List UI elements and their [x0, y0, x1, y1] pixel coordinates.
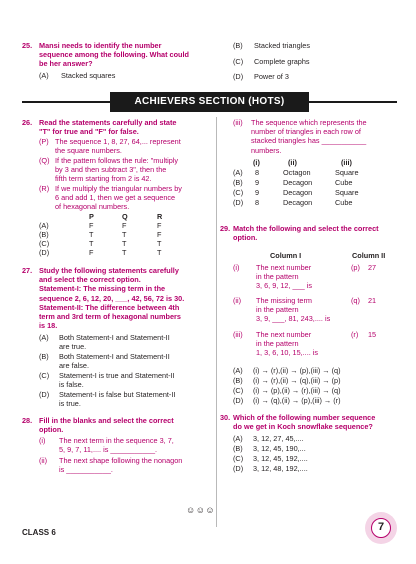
option-text: Stacked triangles	[254, 41, 310, 50]
option-d[interactable]	[233, 198, 353, 207]
option-b[interactable]	[233, 178, 353, 187]
column-divider	[216, 117, 217, 527]
option-c[interactable]	[39, 239, 209, 248]
row-text: in the pattern	[256, 305, 299, 315]
statement-label: (P)	[39, 137, 49, 146]
option-text: are false.	[59, 361, 90, 371]
option-text: 3, 12, 45, 192,....	[253, 454, 308, 463]
statement-line: If the pattern follows the rule: "multiply	[55, 156, 179, 165]
option-c[interactable]	[233, 386, 341, 395]
statement-line: of hexagonal numbers.	[55, 202, 130, 212]
question-text-line: Match the following and select the correct	[233, 224, 379, 233]
item-text: is ___________.	[59, 465, 113, 475]
row-match-label: (r)	[351, 330, 359, 339]
option-value: F	[89, 221, 94, 230]
option-text: 3, 12, 48, 192,....	[253, 464, 308, 473]
option-a[interactable]	[233, 434, 304, 443]
option-value: T	[157, 248, 162, 257]
header-r: R	[157, 212, 163, 221]
question-number: 29.	[220, 224, 231, 233]
option-label: (C)	[233, 454, 244, 463]
row-label: (ii)	[233, 296, 242, 305]
option-value: Cube	[335, 198, 353, 207]
option-label: (A)	[233, 434, 243, 443]
option-d[interactable]	[233, 72, 289, 81]
option-value: T	[122, 248, 127, 257]
row-text: 3, 6, 9, 12, ___ is	[256, 281, 312, 291]
row-text: in the pattern	[256, 339, 299, 349]
options	[39, 333, 214, 409]
statement-line: 6 and add 1, then we get a sequence	[55, 193, 176, 203]
option-c[interactable]	[233, 188, 359, 197]
statement-p	[39, 137, 214, 156]
items	[39, 436, 214, 476]
statement-1-label: Statement-I:	[39, 284, 82, 294]
statement-line: the square numbers.	[55, 146, 122, 156]
item-text: 5, 9, 7, 11,.... is ___________.	[59, 445, 158, 455]
row-match-label: (q)	[351, 296, 360, 305]
header-q: Q	[122, 212, 128, 221]
row-match-label: (p)	[351, 263, 360, 272]
option-value: 9	[255, 178, 260, 187]
header-p: P	[89, 212, 94, 221]
statement-line: The sequence 1, 8, 27, 64,... represent	[55, 137, 181, 146]
header-i: (i)	[253, 158, 260, 167]
statement-2-line: The difference between 4th	[83, 302, 180, 312]
option-value: 8	[255, 198, 260, 207]
option-text: is true.	[59, 399, 81, 409]
smiley-icons: ☺☺☺	[186, 505, 216, 515]
question-number: 28.	[22, 416, 33, 425]
option-label: (C)	[233, 57, 244, 66]
option-text: (i) → (p),(ii) → (r),(iii) → (q)	[253, 386, 341, 395]
option-b[interactable]	[39, 230, 209, 239]
option-label: (C)	[39, 239, 50, 248]
statement-r	[39, 184, 214, 212]
statement-2-line: is 18.	[39, 321, 58, 331]
option-value: T	[157, 239, 162, 248]
row-match-value: 15	[368, 330, 377, 339]
option-label: (A)	[233, 366, 243, 375]
footer-class-label: CLASS 6	[22, 528, 56, 537]
option-label: (C)	[233, 188, 244, 197]
item-ii	[39, 456, 214, 476]
row-text: 1, 3, 6, 10, 15,.... is	[256, 348, 319, 358]
option-text: 3, 12, 27, 45,....	[253, 434, 304, 443]
question-number: 26.	[22, 118, 33, 127]
option-b[interactable]	[233, 444, 306, 453]
item-label: (ii)	[39, 456, 48, 465]
match-row-ii	[233, 296, 398, 326]
row-label: (iii)	[233, 330, 243, 339]
statement-2-line: term and 3rd term of hexagonal numbers	[39, 312, 181, 322]
option-d[interactable]	[233, 396, 341, 405]
banner-rule-right	[307, 101, 397, 103]
question-text-line: and select the correct option.	[39, 275, 141, 285]
statements	[39, 137, 214, 212]
row-text: 3, 9, ___, 81, 243,.... is	[256, 314, 331, 324]
option-a[interactable]	[39, 333, 214, 352]
header-iii: (iii)	[341, 158, 352, 167]
question-text-line: option.	[233, 233, 258, 243]
option-value: Cube	[335, 178, 353, 187]
row-label: (i)	[233, 263, 240, 272]
statement-1-line: The missing term in the	[81, 284, 166, 294]
item-label: (i)	[39, 436, 46, 445]
option-label: (D)	[233, 396, 244, 405]
row-match-value: 27	[368, 263, 377, 272]
page-number: 7	[371, 518, 391, 538]
option-label: (B)	[39, 230, 49, 239]
item-i	[39, 436, 214, 456]
question-text-line: Fill in the blanks and select the correct	[39, 416, 174, 425]
option-text: is false.	[59, 380, 84, 390]
option-a[interactable]	[39, 221, 209, 230]
option-a[interactable]	[39, 71, 116, 80]
option-label: (A)	[39, 71, 49, 80]
option-label: (C)	[39, 371, 50, 380]
option-value: 8	[255, 168, 260, 177]
statement-line: by 3 and then subtract 3", then the	[55, 165, 167, 175]
option-text: Power of 3	[254, 72, 289, 81]
option-value: Decagon	[283, 178, 313, 187]
header-ii: (ii)	[288, 158, 297, 167]
row-text: The next number	[256, 263, 312, 272]
item-text: number of triangles in each row of	[251, 127, 361, 137]
option-text: Statement-I is false but Statement-II	[59, 390, 176, 399]
statement-label: (R)	[39, 184, 50, 193]
option-label: (B)	[233, 444, 243, 453]
option-value: Square	[335, 188, 359, 197]
option-c[interactable]	[39, 371, 214, 390]
question-number: 25.	[22, 41, 33, 50]
item-label: (iii)	[233, 118, 243, 127]
statement-label: (Q)	[39, 156, 50, 165]
question-text-line: Read the statements carefully and state	[39, 118, 177, 127]
banner-rule-left	[22, 101, 112, 103]
column-1-header: Column I	[270, 251, 302, 260]
question-text-line: Study the following statements carefully	[39, 266, 179, 275]
options-table	[39, 212, 209, 260]
option-label: (A)	[233, 168, 243, 177]
option-text: 3, 12, 45, 190,...	[253, 444, 306, 453]
option-value: F	[157, 230, 162, 239]
option-label: (C)	[233, 386, 244, 395]
option-label: (D)	[39, 248, 50, 257]
option-d[interactable]	[233, 464, 308, 473]
statement-2-label: Statement-II:	[39, 302, 84, 312]
option-c[interactable]	[233, 57, 310, 66]
question-text-line: Which of the following number sequence	[233, 413, 376, 422]
option-text: Both Statement-I and Statement-II	[59, 352, 170, 361]
option-value: 9	[255, 188, 260, 197]
option-value: T	[122, 230, 127, 239]
option-b[interactable]	[233, 376, 341, 385]
match-row-iii	[233, 330, 398, 360]
option-label: (D)	[39, 390, 50, 399]
option-text: (i) → (r),(ii) → (p),(iii) → (q)	[253, 366, 341, 375]
question-number: 27.	[22, 266, 33, 275]
option-value: Decagon	[283, 198, 313, 207]
option-a[interactable]	[233, 168, 359, 177]
row-text: in the pattern	[256, 272, 299, 282]
option-text: Both Statement-I and Statement-II	[59, 333, 170, 342]
option-text: Complete graphs	[254, 57, 310, 66]
option-label: (B)	[233, 376, 243, 385]
option-text: are true.	[59, 342, 87, 352]
option-label: (A)	[39, 333, 49, 342]
option-a[interactable]	[233, 366, 341, 375]
question-text-line: option.	[39, 425, 64, 435]
options-table	[233, 158, 403, 218]
statement-line: fifth term starting from 2 is 42.	[55, 174, 152, 184]
option-label: (D)	[233, 464, 244, 473]
option-text: (i) → (r),(ii) → (q),(iii) → (p)	[253, 376, 341, 385]
statement-1-line: sequence 2, 6, 12, 20, ___, 42, 56, 72 is 30.	[39, 293, 185, 303]
option-label: (D)	[233, 198, 244, 207]
option-value: T	[89, 230, 94, 239]
option-value: F	[89, 248, 94, 257]
question-text-line: be her answer?	[39, 59, 93, 69]
option-value: T	[89, 239, 94, 248]
option-text: (i) → (q),(ii) → (p),(iii) → (r)	[253, 396, 341, 405]
option-value: Square	[335, 168, 359, 177]
option-value: Octagon	[283, 168, 311, 177]
question-text-line: do we get in Koch snowflake sequence?	[233, 422, 373, 432]
option-label: (B)	[233, 178, 243, 187]
item-text: The sequence which represents the	[251, 118, 367, 127]
question-number: 30.	[220, 413, 231, 422]
item-text: numbers.	[251, 145, 282, 155]
option-d[interactable]	[39, 390, 214, 409]
option-b[interactable]	[39, 352, 214, 371]
option-text: Stacked squares	[61, 71, 116, 80]
option-value: T	[122, 239, 127, 248]
option-label: (B)	[233, 41, 243, 50]
question-text-line: Mansi needs to identify the number	[39, 41, 162, 50]
option-value: F	[157, 221, 162, 230]
item-text: stacked triangles has ___________	[251, 136, 367, 146]
column-2-header: Column II	[352, 251, 386, 260]
question-text-line: sequence among the following. What could	[39, 50, 189, 60]
option-value: Decagon	[283, 188, 313, 197]
option-d[interactable]	[39, 248, 209, 257]
option-label: (A)	[39, 221, 49, 230]
option-text: Statement-I is true and Statement-II	[59, 371, 175, 380]
row-text: The next number	[256, 330, 312, 339]
question-text-line: "T" for true and "F" for false.	[39, 127, 139, 137]
statement-line: If we multiply the triangular numbers by	[55, 184, 182, 193]
option-value: F	[122, 221, 127, 230]
option-b[interactable]	[233, 41, 310, 50]
section-banner: ACHIEVERS SECTION (HOTS)	[110, 92, 309, 112]
option-label: (D)	[233, 72, 244, 81]
item-text: The next term in the sequence 3, 7,	[59, 436, 174, 445]
statement-q	[39, 156, 214, 184]
match-row-i	[233, 263, 398, 293]
option-c[interactable]	[233, 454, 308, 463]
row-match-value: 21	[368, 296, 377, 305]
item-text: The next shape following the nonagon	[59, 456, 183, 465]
row-text: The missing term	[256, 296, 312, 305]
option-label: (B)	[39, 352, 49, 361]
